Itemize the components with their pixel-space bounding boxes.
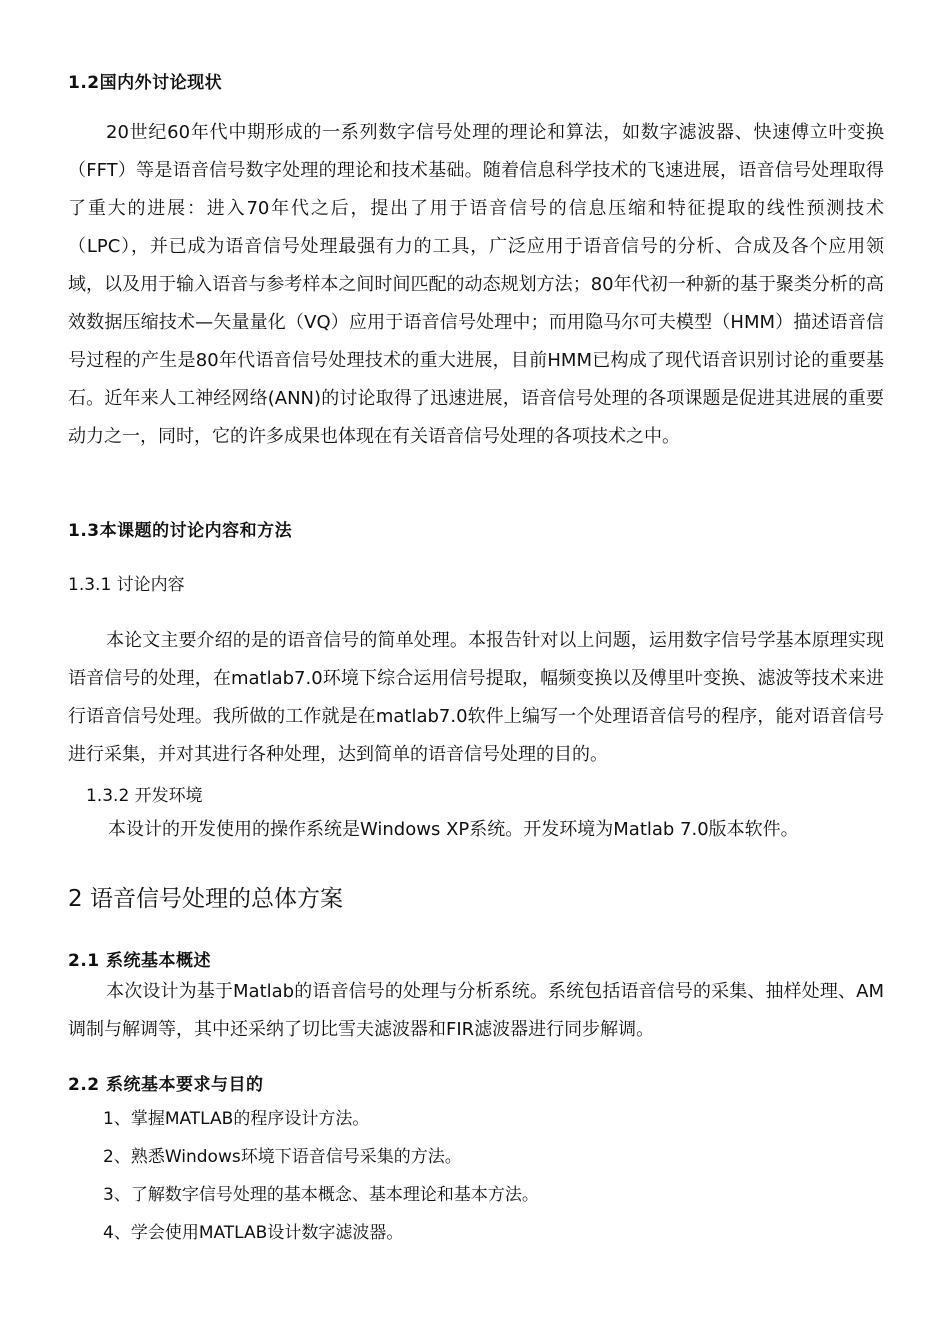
list-item: 3、了解数字信号处理的基本概念、基本理论和基本方法。 [103,1185,539,1205]
section-heading-2-2: 2.2 系统基本要求与目的 [68,1075,264,1095]
list-item: 1、掌握MATLAB的程序设计方法。 [103,1109,370,1129]
section-heading-1-3: 1.3本课题的讨论内容和方法 [68,521,293,541]
subsection-1-3-1-text: 本论文主要介绍的是的语音信号的简单处理。本报告针对以上问题，运用数字信号学基本原理实现语音信号的处理，在matlab7.0环境下综合运用信号提取，幅频变换以及傅里叶变换、滤波等技术来进行语音信号处理。我所做的工作就是在matlab7.0软件上编写一个处理语音信号的程序，能对语音信号进行采集，并对其进行各种处理，达到简单的语音信号处理的目的。 [68,630,884,765]
subsection-1-3-1-paragraph [68,622,884,774]
subsection-heading-1-3-2: 1.3.2 开发环境 [86,786,203,806]
section-1-2-text: 20世纪60年代中期形成的一系列数字信号处理的理论和算法，如数字滤波器、快速傅立叶变换（FFT）等是语音信号数字处理的理论和技术基础。随着信息科学技术的飞速进展，语音信号处理取得了重大的进展：进入70年代之后，提出了用于语音信号的信息压缩和特征提取的线性预测技术（LPC），并已成为语音信号处理最强有力的工具，广泛应用于语音信号的分析、合成及各个应用领域，以及用于输入语音与参考样本之间时间匹配的动态规划方法；80年代初一种新的基于聚类分析的高效数据压缩技术—矢量量化（VQ）应用于语音信号处理中；而用隐马尔可夫模型（HMM）描述语音信号过程的产生是80年代语音信号处理技术的重大进展，目前HMM已构成了现代语音识别讨论的重要基石。近年来人工神经网络(ANN)的讨论取得了迅速进展，语音信号处理的各项课题是促进其进展的重要动力之一，同时，它的许多成果也体现在有关语音信号处理的各项技术之中。 [68,122,884,447]
section-heading-1-2: 1.2国内外讨论现状 [68,73,223,93]
list-item: 2、熟悉Windows环境下语音信号采集的方法。 [103,1147,462,1167]
section-heading-2-1: 2.1 系统基本概述 [68,951,212,971]
section-1-2-paragraph [68,114,884,456]
section-2-1-paragraph [68,973,884,1049]
chapter-2-heading: 2 语音信号处理的总体方案 [68,886,343,912]
list-item: 4、学会使用MATLAB设计数字滤波器。 [103,1223,404,1243]
section-2-1-text: 本次设计为基于Matlab的语音信号的处理与分析系统。系统包括语音信号的采集、抽样处理、AM调制与解调等，其中还采纳了切比雪夫滤波器和FIR滤波器进行同步解调。 [68,981,884,1040]
subsection-1-3-2-paragraph: 本设计的开发使用的操作系统是Windows XP系统。开发环境为Matlab 7.0版本软件。 [108,819,799,840]
subsection-heading-1-3-1: 1.3.1 讨论内容 [68,575,185,595]
